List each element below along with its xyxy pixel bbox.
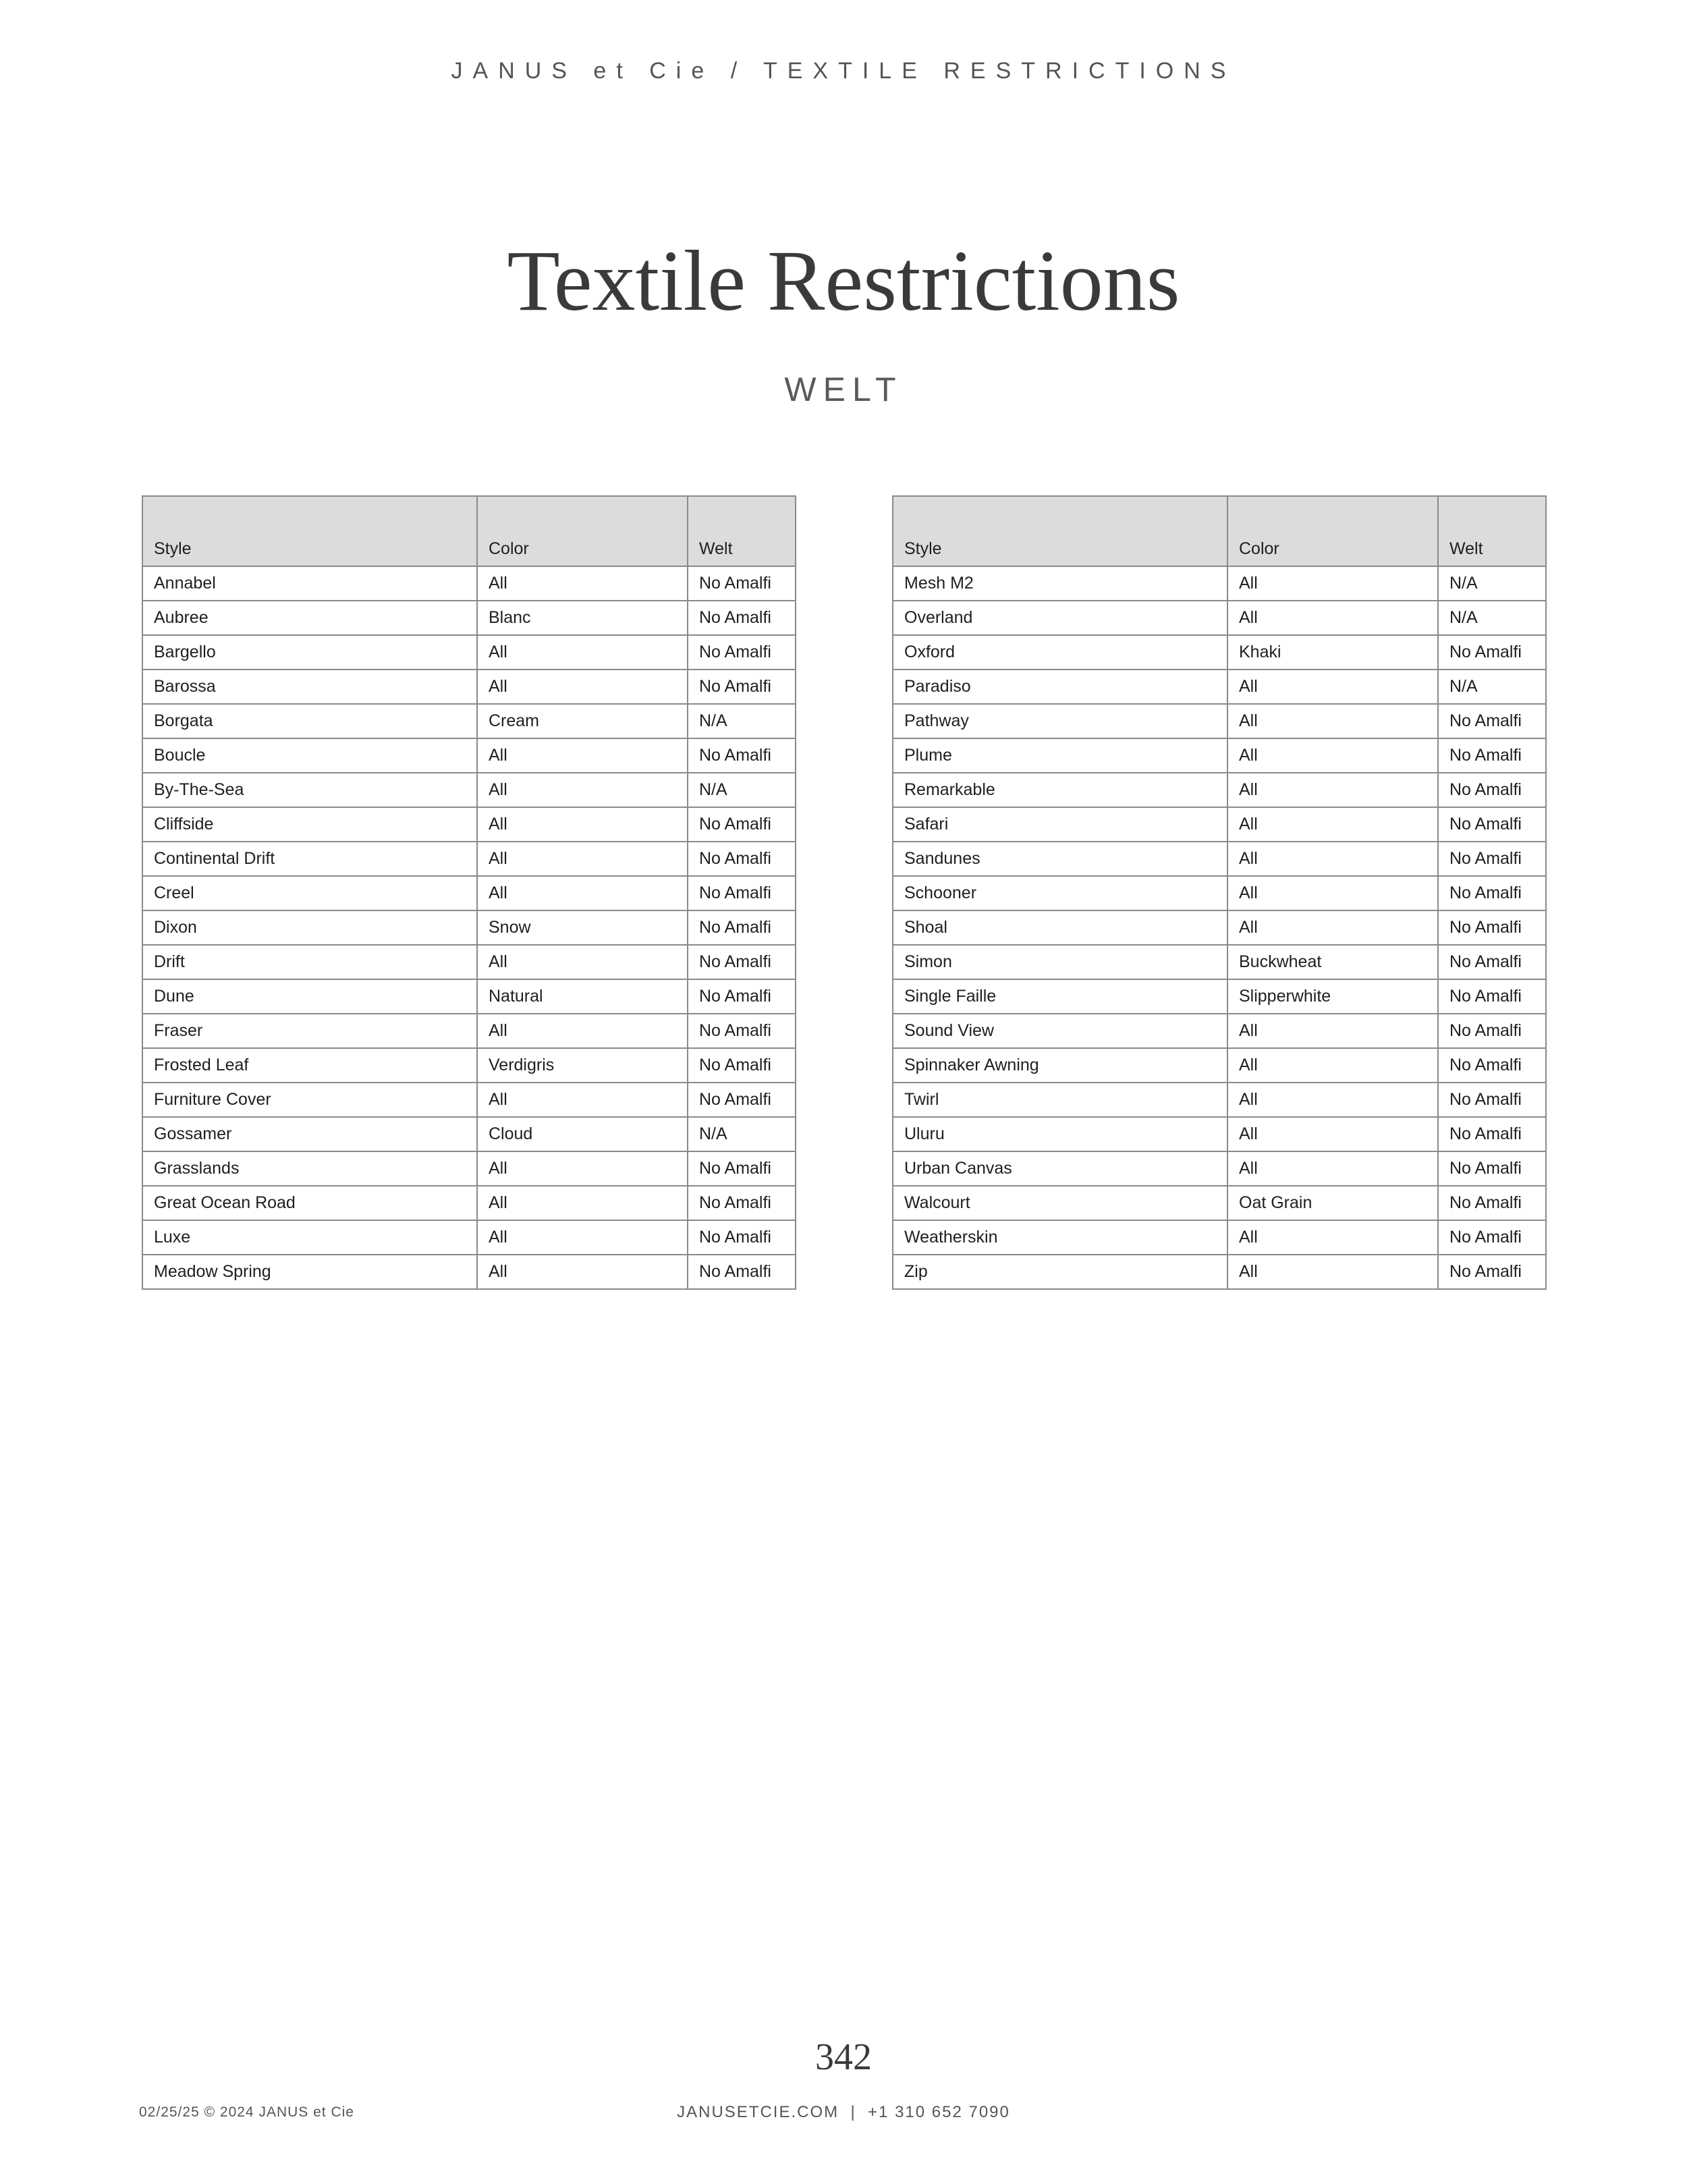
cell-style: Creel bbox=[142, 876, 477, 910]
cell-color: Slipperwhite bbox=[1227, 979, 1438, 1014]
cell-color: All bbox=[477, 807, 688, 842]
table-row bbox=[142, 773, 796, 807]
cell-color: All bbox=[1227, 842, 1438, 876]
cell-style: Overland bbox=[893, 601, 1227, 635]
cell-color: All bbox=[1227, 1151, 1438, 1186]
table-row bbox=[142, 807, 796, 842]
cell-welt: No Amalfi bbox=[1438, 704, 1546, 738]
table-row bbox=[142, 842, 796, 876]
cell-color: All bbox=[1227, 910, 1438, 945]
cell-color: All bbox=[477, 842, 688, 876]
cell-style: Shoal bbox=[893, 910, 1227, 945]
table-row bbox=[142, 1048, 796, 1083]
table-row bbox=[142, 945, 796, 979]
cell-color: Snow bbox=[477, 910, 688, 945]
table-row bbox=[893, 1048, 1546, 1083]
cell-style: Schooner bbox=[893, 876, 1227, 910]
table-row bbox=[142, 670, 796, 704]
cell-color: Khaki bbox=[1227, 635, 1438, 670]
cell-style: Paradiso bbox=[893, 670, 1227, 704]
table-row bbox=[893, 979, 1546, 1014]
cell-color: Oat Grain bbox=[1227, 1186, 1438, 1220]
cell-color: All bbox=[1227, 704, 1438, 738]
cell-welt: No Amalfi bbox=[688, 876, 796, 910]
cell-style: Fraser bbox=[142, 1014, 477, 1048]
cell-color: All bbox=[477, 1014, 688, 1048]
cell-style: Pathway bbox=[893, 704, 1227, 738]
cell-welt: No Amalfi bbox=[688, 1186, 796, 1220]
table-row bbox=[142, 635, 796, 670]
cell-color: Buckwheat bbox=[1227, 945, 1438, 979]
table-row bbox=[893, 842, 1546, 876]
table-row bbox=[142, 979, 796, 1014]
cell-color: All bbox=[477, 945, 688, 979]
table-row bbox=[142, 1186, 796, 1220]
table-row bbox=[893, 1151, 1546, 1186]
cell-welt: N/A bbox=[688, 704, 796, 738]
cell-welt: No Amalfi bbox=[1438, 738, 1546, 773]
cell-welt: No Amalfi bbox=[688, 566, 796, 601]
table-row bbox=[893, 635, 1546, 670]
cell-color: All bbox=[1227, 738, 1438, 773]
cell-color: Verdigris bbox=[477, 1048, 688, 1083]
cell-welt: No Amalfi bbox=[688, 1048, 796, 1083]
restrictions-table-right bbox=[892, 495, 1547, 1290]
cell-color: All bbox=[477, 1083, 688, 1117]
column-header-color: Color bbox=[477, 496, 688, 566]
cell-color: All bbox=[1227, 1014, 1438, 1048]
cell-style: Zip bbox=[893, 1255, 1227, 1289]
cell-style: Sound View bbox=[893, 1014, 1227, 1048]
cell-welt: No Amalfi bbox=[688, 910, 796, 945]
column-header-style: Style bbox=[142, 496, 477, 566]
cell-welt: No Amalfi bbox=[688, 1151, 796, 1186]
table-body-right bbox=[893, 566, 1546, 1289]
table-row bbox=[142, 566, 796, 601]
cell-welt: No Amalfi bbox=[1438, 910, 1546, 945]
cell-style: Single Faille bbox=[893, 979, 1227, 1014]
table-row bbox=[142, 1014, 796, 1048]
section-subtitle: WELT bbox=[784, 371, 903, 408]
cell-color: All bbox=[1227, 1220, 1438, 1255]
cell-style: Drift bbox=[142, 945, 477, 979]
cell-style: Boucle bbox=[142, 738, 477, 773]
cell-color: All bbox=[1227, 566, 1438, 601]
restrictions-table-left bbox=[142, 495, 796, 1290]
cell-welt: No Amalfi bbox=[688, 601, 796, 635]
table-row bbox=[893, 1186, 1546, 1220]
cell-style: Sandunes bbox=[893, 842, 1227, 876]
table-row bbox=[893, 945, 1546, 979]
column-header-color: Color bbox=[1227, 496, 1438, 566]
cell-style: Simon bbox=[893, 945, 1227, 979]
cell-welt: No Amalfi bbox=[688, 1255, 796, 1289]
cell-welt: No Amalfi bbox=[1438, 842, 1546, 876]
cell-welt: No Amalfi bbox=[688, 738, 796, 773]
cell-welt: No Amalfi bbox=[1438, 807, 1546, 842]
cell-color: All bbox=[477, 1220, 688, 1255]
cell-color: Natural bbox=[477, 979, 688, 1014]
cell-color: All bbox=[1227, 1117, 1438, 1151]
table-row bbox=[142, 876, 796, 910]
table-row bbox=[142, 704, 796, 738]
cell-welt: No Amalfi bbox=[688, 842, 796, 876]
cell-welt: N/A bbox=[688, 1117, 796, 1151]
cell-style: Gossamer bbox=[142, 1117, 477, 1151]
page-title: Textile Restrictions bbox=[507, 233, 1180, 329]
cell-color: All bbox=[477, 1151, 688, 1186]
table-row bbox=[142, 601, 796, 635]
cell-style: Remarkable bbox=[893, 773, 1227, 807]
cell-style: Twirl bbox=[893, 1083, 1227, 1117]
cell-style: Cliffside bbox=[142, 807, 477, 842]
cell-style: Barossa bbox=[142, 670, 477, 704]
cell-color: All bbox=[477, 1255, 688, 1289]
cell-welt: N/A bbox=[1438, 566, 1546, 601]
cell-welt: No Amalfi bbox=[688, 1083, 796, 1117]
cell-color: All bbox=[477, 1186, 688, 1220]
table-row bbox=[893, 1117, 1546, 1151]
cell-style: Walcourt bbox=[893, 1186, 1227, 1220]
footer-date-copyright: 02/25/25 © 2024 JANUS et Cie bbox=[139, 2104, 354, 2120]
cell-welt: No Amalfi bbox=[1438, 876, 1546, 910]
cell-welt: No Amalfi bbox=[1438, 1014, 1546, 1048]
cell-welt: No Amalfi bbox=[688, 945, 796, 979]
cell-color: All bbox=[1227, 1083, 1438, 1117]
cell-style: Grasslands bbox=[142, 1151, 477, 1186]
page-number: 342 bbox=[815, 2036, 872, 2078]
column-header-welt: Welt bbox=[688, 496, 796, 566]
cell-style: Meadow Spring bbox=[142, 1255, 477, 1289]
cell-welt: No Amalfi bbox=[1438, 773, 1546, 807]
running-header: JANUS et Cie / TEXTILE RESTRICTIONS bbox=[451, 58, 1236, 84]
cell-welt: No Amalfi bbox=[688, 670, 796, 704]
cell-color: All bbox=[1227, 773, 1438, 807]
table-row bbox=[893, 704, 1546, 738]
cell-welt: No Amalfi bbox=[1438, 945, 1546, 979]
table-row bbox=[893, 1014, 1546, 1048]
cell-style: Borgata bbox=[142, 704, 477, 738]
cell-color: All bbox=[1227, 807, 1438, 842]
cell-style: Furniture Cover bbox=[142, 1083, 477, 1117]
cell-welt: No Amalfi bbox=[1438, 635, 1546, 670]
table-row bbox=[142, 1255, 796, 1289]
table-header-row bbox=[142, 496, 796, 566]
cell-color: Cream bbox=[477, 704, 688, 738]
cell-welt: No Amalfi bbox=[688, 807, 796, 842]
cell-welt: No Amalfi bbox=[1438, 1083, 1546, 1117]
cell-welt: No Amalfi bbox=[1438, 1255, 1546, 1289]
table-header-row bbox=[893, 496, 1546, 566]
cell-welt: No Amalfi bbox=[688, 635, 796, 670]
column-header-style: Style bbox=[893, 496, 1227, 566]
table-row bbox=[893, 910, 1546, 945]
table-row bbox=[893, 670, 1546, 704]
cell-style: Dixon bbox=[142, 910, 477, 945]
cell-color: All bbox=[1227, 1048, 1438, 1083]
cell-welt: N/A bbox=[688, 773, 796, 807]
cell-style: Annabel bbox=[142, 566, 477, 601]
cell-color: Cloud bbox=[477, 1117, 688, 1151]
cell-style: Frosted Leaf bbox=[142, 1048, 477, 1083]
cell-style: Dune bbox=[142, 979, 477, 1014]
cell-welt: No Amalfi bbox=[1438, 1048, 1546, 1083]
cell-style: Luxe bbox=[142, 1220, 477, 1255]
column-header-welt: Welt bbox=[1438, 496, 1546, 566]
footer-contact: JANUSETCIE.COM | +1 310 652 7090 bbox=[677, 2103, 1010, 2121]
cell-color: All bbox=[477, 773, 688, 807]
cell-welt: No Amalfi bbox=[688, 1220, 796, 1255]
cell-color: All bbox=[1227, 1255, 1438, 1289]
cell-color: All bbox=[477, 738, 688, 773]
table-row bbox=[142, 1220, 796, 1255]
cell-color: All bbox=[477, 670, 688, 704]
table-row bbox=[893, 1220, 1546, 1255]
cell-welt: No Amalfi bbox=[1438, 1220, 1546, 1255]
cell-style: Plume bbox=[893, 738, 1227, 773]
cell-style: Aubree bbox=[142, 601, 477, 635]
cell-color: All bbox=[477, 635, 688, 670]
cell-color: All bbox=[477, 876, 688, 910]
cell-style: Safari bbox=[893, 807, 1227, 842]
table-row bbox=[142, 1151, 796, 1186]
cell-welt: No Amalfi bbox=[688, 1014, 796, 1048]
table-row bbox=[142, 738, 796, 773]
cell-style: Bargello bbox=[142, 635, 477, 670]
table-row bbox=[893, 876, 1546, 910]
cell-style: Mesh M2 bbox=[893, 566, 1227, 601]
cell-style: Continental Drift bbox=[142, 842, 477, 876]
cell-welt: No Amalfi bbox=[1438, 1117, 1546, 1151]
cell-style: Uluru bbox=[893, 1117, 1227, 1151]
cell-welt: N/A bbox=[1438, 670, 1546, 704]
cell-color: All bbox=[1227, 876, 1438, 910]
cell-style: Spinnaker Awning bbox=[893, 1048, 1227, 1083]
table-row bbox=[893, 601, 1546, 635]
cell-style: Weatherskin bbox=[893, 1220, 1227, 1255]
table-row bbox=[893, 1083, 1546, 1117]
cell-welt: No Amalfi bbox=[1438, 979, 1546, 1014]
cell-style: Oxford bbox=[893, 635, 1227, 670]
table-row bbox=[893, 566, 1546, 601]
cell-color: All bbox=[1227, 670, 1438, 704]
cell-style: Urban Canvas bbox=[893, 1151, 1227, 1186]
table-row bbox=[893, 807, 1546, 842]
table-row bbox=[893, 773, 1546, 807]
table-row bbox=[142, 1117, 796, 1151]
table-row bbox=[142, 1083, 796, 1117]
cell-welt: N/A bbox=[1438, 601, 1546, 635]
table-row bbox=[142, 910, 796, 945]
cell-color: All bbox=[477, 566, 688, 601]
table-body-left bbox=[142, 566, 796, 1289]
cell-welt: No Amalfi bbox=[688, 979, 796, 1014]
cell-welt: No Amalfi bbox=[1438, 1186, 1546, 1220]
cell-color: Blanc bbox=[477, 601, 688, 635]
table-row bbox=[893, 1255, 1546, 1289]
cell-style: By-The-Sea bbox=[142, 773, 477, 807]
cell-color: All bbox=[1227, 601, 1438, 635]
cell-welt: No Amalfi bbox=[1438, 1151, 1546, 1186]
table-row bbox=[893, 738, 1546, 773]
cell-style: Great Ocean Road bbox=[142, 1186, 477, 1220]
